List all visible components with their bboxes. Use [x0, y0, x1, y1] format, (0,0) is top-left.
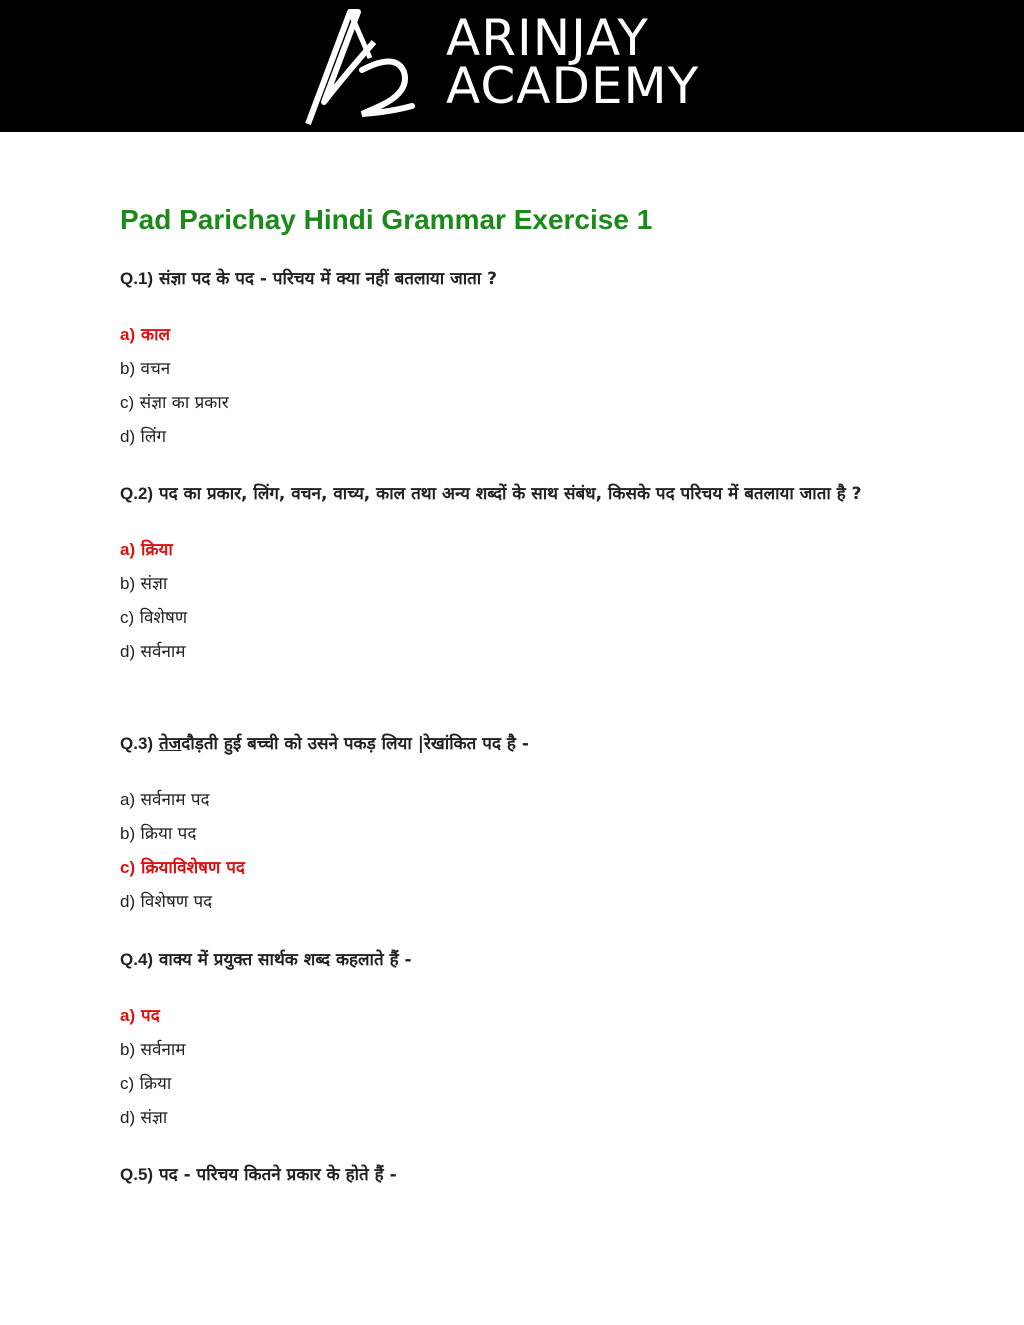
- question-4: [120, 943, 900, 1135]
- question-number: Q.3): [120, 734, 154, 753]
- question-text: [120, 727, 900, 761]
- question-body: संज्ञा पद के पद - परिचय में क्या नहीं बतलाया जाता ?: [158, 269, 497, 289]
- option-b: b) संज्ञा: [120, 574, 168, 594]
- option-c: c) क्रिया: [120, 1074, 172, 1094]
- option-d: d) लिंग: [120, 427, 167, 447]
- question-1: [120, 262, 900, 454]
- option-a: a) पद: [120, 1006, 160, 1026]
- option-c: c) विशेषण: [120, 608, 188, 628]
- brand-line-1: ARINJAY: [446, 9, 649, 67]
- question-text: [120, 477, 900, 511]
- question-body: दौड़ती हुई बच्ची को उसने पकड़ लिया |रेखांकित पद है -: [181, 734, 529, 754]
- question-text: [120, 1158, 900, 1192]
- question-body: पद - परिचय कितने प्रकार के होते हैं -: [158, 1165, 397, 1185]
- options-list: [120, 783, 900, 919]
- option-c: c) क्रियाविशेषण पद: [120, 858, 245, 878]
- brand-name: [446, 9, 700, 115]
- arinjay-logo-mark-icon: [300, 6, 420, 128]
- question-3: [120, 727, 900, 919]
- question-body: वाक्य में प्रयुक्त सार्थक शब्द कहलाते हैं -: [158, 950, 412, 970]
- page-title: Pad Parichay Hindi Grammar Exercise 1: [120, 204, 653, 235]
- options-list: [120, 999, 900, 1135]
- option-b: b) क्रिया पद: [120, 824, 197, 844]
- header-banner: [0, 0, 1024, 132]
- question-number: Q.1): [120, 269, 154, 288]
- question-text: [120, 943, 900, 977]
- option-d: d) संज्ञा: [120, 1108, 168, 1128]
- question-body: पद का प्रकार, लिंग, वचन, वाच्य, काल तथा अन्य शब्दों के साथ संबंध, किसके पद परिचय में बतलाया जाता है ?: [158, 484, 862, 504]
- option-b: b) वचन: [120, 359, 171, 379]
- options-list: [120, 533, 900, 669]
- option-a: a) काल: [120, 325, 171, 345]
- option-a: a) सर्वनाम पद: [120, 790, 210, 810]
- question-number: Q.4): [120, 950, 154, 969]
- option-d: d) सर्वनाम: [120, 642, 186, 662]
- question-number: Q.2): [120, 484, 154, 503]
- option-a: a) क्रिया: [120, 540, 173, 560]
- question-5: [120, 1158, 900, 1192]
- option-b: b) सर्वनाम: [120, 1040, 186, 1060]
- question-2: [120, 477, 900, 669]
- question-text: [120, 262, 900, 296]
- option-c: c) संज्ञा का प्रकार: [120, 393, 229, 413]
- options-list: [120, 318, 900, 454]
- brand-line-2: ACADEMY: [446, 57, 700, 115]
- question-number: Q.5): [120, 1165, 154, 1184]
- option-d: d) विशेषण पद: [120, 892, 213, 912]
- underlined-word: तेज: [158, 734, 182, 754]
